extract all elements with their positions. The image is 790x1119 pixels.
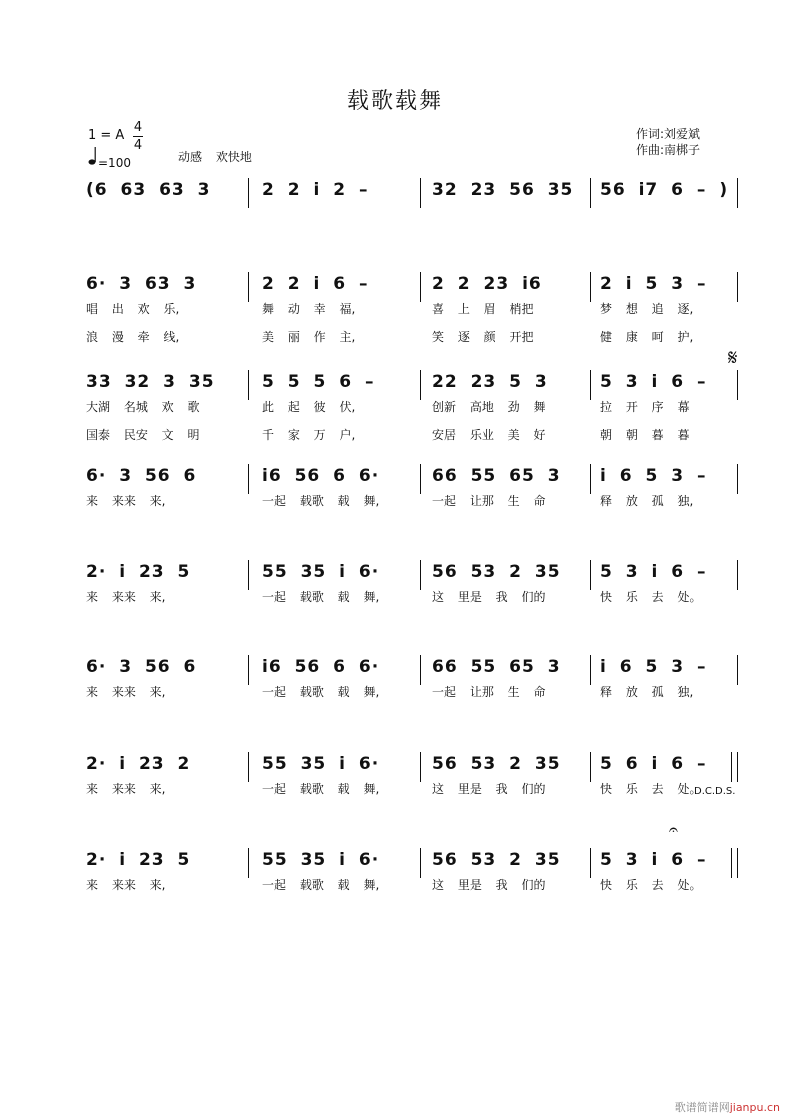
time-signature-top: 4 xyxy=(133,120,143,135)
segno-icon: 𝄋 xyxy=(728,346,738,371)
lyric-verse-2: 美 丽 作 主, xyxy=(262,330,356,344)
measure-notes: 2· i 23 2 xyxy=(86,754,191,774)
bar-line xyxy=(248,178,249,208)
measure-notes: 5 3 i 6 – xyxy=(600,372,707,392)
measure-notes: i6 56 6 6· xyxy=(262,657,380,677)
lyric-verse-2: 浪 漫 牵 线, xyxy=(86,330,180,344)
bar-line xyxy=(248,560,249,590)
measure-notes: i 6 5 3 – xyxy=(600,657,707,677)
time-signature-bottom: 4 xyxy=(133,138,143,153)
lyric-verse-2: 国泰 民安 文 明 xyxy=(86,428,200,442)
lyric-verse-1: 喜 上 眉 梢把 xyxy=(432,302,534,316)
measure-notes: 66 55 65 3 xyxy=(432,466,561,486)
double-bar-line xyxy=(731,848,732,878)
measure-notes: 22 23 5 3 xyxy=(432,372,548,392)
bar-line xyxy=(420,752,421,782)
bar-line xyxy=(737,272,738,302)
measure-notes: 55 35 i 6· xyxy=(262,850,380,870)
bar-line xyxy=(248,655,249,685)
lyric-verse-2: 笑 逐 颜 开把 xyxy=(432,330,534,344)
score-row xyxy=(0,464,790,544)
lyric-verse-1: 快 乐 去 处。 xyxy=(600,590,702,604)
lyric-verse-1: 来 来来 来, xyxy=(86,494,166,508)
bar-line xyxy=(420,848,421,878)
composer: 作曲:南梆子 xyxy=(636,143,701,157)
tempo-value: =100 xyxy=(98,156,131,170)
lyric-verse-1: 唱 出 欢 乐, xyxy=(86,302,180,316)
measure-notes: 5 3 i 6 – xyxy=(600,850,707,870)
bar-line xyxy=(737,178,738,208)
lyric-verse-1: 一起 载歌 载 舞, xyxy=(262,494,380,508)
double-bar-line xyxy=(731,752,732,782)
lyric-verse-1: 来 来来 来, xyxy=(86,590,166,604)
measure-notes: 32 23 56 35 xyxy=(432,180,574,200)
bar-line xyxy=(248,752,249,782)
lyric-verse-1: 快 乐 去 处。 xyxy=(600,782,702,796)
bar-line xyxy=(737,560,738,590)
score-row xyxy=(0,370,790,450)
fermata-icon: 𝄐 xyxy=(669,820,678,839)
expression-mark: 动感 欢快地 xyxy=(178,150,252,164)
lyric-verse-2: 千 家 万 户, xyxy=(262,428,356,442)
lyric-verse-1: 快 乐 去 处。 xyxy=(600,878,702,892)
lyric-verse-1: 来 来来 来, xyxy=(86,685,166,699)
bar-line xyxy=(248,272,249,302)
bar-line xyxy=(420,178,421,208)
lyric-verse-1: 拉 开 序 幕 xyxy=(600,400,690,414)
score-row xyxy=(0,848,790,928)
key-signature: 1 = A xyxy=(88,128,125,143)
measure-notes: 55 35 i 6· xyxy=(262,754,380,774)
measure-notes: 6· 3 63 3 xyxy=(86,274,197,294)
lyric-verse-1: 一起 载歌 载 舞, xyxy=(262,878,380,892)
lyric-verse-1: 创新 高地 劲 舞 xyxy=(432,400,546,414)
bar-line xyxy=(248,848,249,878)
lyricist: 作词:刘爱斌 xyxy=(636,127,701,141)
measure-notes: 33 32 3 35 xyxy=(86,372,215,392)
lyric-verse-1: 这 里是 我 们的 xyxy=(432,782,546,796)
measure-notes: 56 i7 6 – ) xyxy=(600,180,729,200)
bar-line xyxy=(590,178,591,208)
measure-notes: 2 2 i 6 – xyxy=(262,274,369,294)
bar-line xyxy=(590,560,591,590)
lyric-verse-1: 这 里是 我 们的 xyxy=(432,590,546,604)
score-row xyxy=(0,560,790,640)
measure-notes: 6· 3 56 6 xyxy=(86,466,197,486)
measure-notes: 2· i 23 5 xyxy=(86,850,191,870)
score-row xyxy=(0,178,790,258)
bar-line xyxy=(420,560,421,590)
bar-line xyxy=(590,272,591,302)
measure-notes: 2 2 i 2 – xyxy=(262,180,369,200)
lyric-verse-1: 来 来来 来, xyxy=(86,878,166,892)
lyric-verse-2: 健 康 呵 护, xyxy=(600,330,694,344)
bar-line xyxy=(590,752,591,782)
footer-site-url: jianpu.cn xyxy=(729,1101,780,1114)
footer-site-name: 歌谱简谱网 xyxy=(674,1101,730,1114)
measure-notes: 2 2 23 i6 xyxy=(432,274,542,294)
lyric-verse-1: 梦 想 追 逐, xyxy=(600,302,694,316)
lyric-verse-1: 大湖 名城 欢 歌 xyxy=(86,400,200,414)
measure-notes: 55 35 i 6· xyxy=(262,562,380,582)
bar-line xyxy=(737,370,738,400)
bar-line xyxy=(420,655,421,685)
lyric-verse-1: 释 放 孤 独, xyxy=(600,494,694,508)
measure-notes: 66 55 65 3 xyxy=(432,657,561,677)
measure-notes: 6· 3 56 6 xyxy=(86,657,197,677)
quarter-note-icon xyxy=(88,146,96,166)
lyric-verse-1: 一起 载歌 载 舞, xyxy=(262,590,380,604)
score-row xyxy=(0,272,790,352)
bar-line xyxy=(248,370,249,400)
measure-notes: 5 6 i 6 – xyxy=(600,754,707,774)
bar-line xyxy=(590,464,591,494)
measure-notes: 5 5 5 6 – xyxy=(262,372,375,392)
time-signature xyxy=(132,119,144,154)
lyric-verse-2: 朝 朝 暮 暮 xyxy=(600,428,690,442)
lyric-verse-1: 释 放 孤 独, xyxy=(600,685,694,699)
measure-notes: 2· i 23 5 xyxy=(86,562,191,582)
song-title: 载歌载舞 xyxy=(346,89,443,114)
lyric-verse-1: 一起 载歌 载 舞, xyxy=(262,782,380,796)
bar-line xyxy=(737,848,738,878)
lyric-verse-1: 此 起 彼 伏, xyxy=(262,400,356,414)
lyric-verse-1: 一起 载歌 载 舞, xyxy=(262,685,380,699)
bar-line xyxy=(420,464,421,494)
score-row xyxy=(0,655,790,735)
bar-line xyxy=(420,272,421,302)
measure-notes: 2 i 5 3 – xyxy=(600,274,707,294)
bar-line xyxy=(737,464,738,494)
credits xyxy=(636,126,700,158)
bar-line xyxy=(737,655,738,685)
lyric-verse-1: 舞 动 幸 福, xyxy=(262,302,356,316)
lyric-verse-1: 一起 让那 生 命 xyxy=(432,494,546,508)
measure-notes: 5 3 i 6 – xyxy=(600,562,707,582)
bar-line xyxy=(737,752,738,782)
bar-line xyxy=(590,370,591,400)
measure-notes: 56 53 2 35 xyxy=(432,562,561,582)
footer-watermark xyxy=(675,1099,780,1115)
measure-notes: 56 53 2 35 xyxy=(432,850,561,870)
dcs-mark: D.C.D.S. xyxy=(694,786,736,797)
bar-line xyxy=(590,655,591,685)
bar-line xyxy=(248,464,249,494)
bar-line xyxy=(420,370,421,400)
lyric-verse-2: 安居 乐业 美 好 xyxy=(432,428,546,442)
lyric-verse-1: 一起 让那 生 命 xyxy=(432,685,546,699)
measure-notes: i 6 5 3 – xyxy=(600,466,707,486)
measure-notes: 56 53 2 35 xyxy=(432,754,561,774)
lyric-verse-1: 这 里是 我 们的 xyxy=(432,878,546,892)
bar-line xyxy=(590,848,591,878)
measure-notes: (6 63 63 3 xyxy=(86,180,211,200)
measure-notes: i6 56 6 6· xyxy=(262,466,380,486)
lyric-verse-1: 来 来来 来, xyxy=(86,782,166,796)
